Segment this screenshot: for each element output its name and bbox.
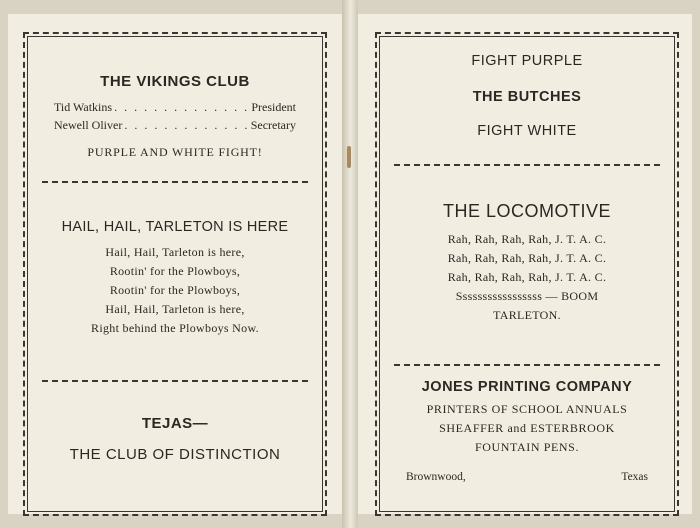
locomotive-title: THE LOCOMOTIVE — [442, 201, 611, 221]
officer-row — [54, 100, 296, 115]
cheer-line: FIGHT WHITE — [477, 123, 577, 139]
ad-line: FOUNTAIN PENS. — [474, 440, 580, 454]
tejas-title: TEJAS— — [141, 415, 209, 432]
locomotive-cheer — [380, 230, 674, 325]
left-page — [8, 14, 342, 514]
vikings-club-title: THE VIKINGS CLUB — [100, 73, 250, 90]
officer-role: Secretary — [250, 118, 296, 132]
ad-line: SHEAFFER and ESTERBROOK — [439, 421, 615, 435]
cheer-verse-line: Rah, Rah, Rah, Rah, J. T. A. C. — [447, 232, 607, 246]
vikings-motto: PURPLE AND WHITE FIGHT! — [87, 145, 263, 159]
section-divider — [42, 380, 308, 382]
song-line: Hail, Hail, Tarleton is here, — [105, 302, 245, 316]
cheer-verse-line: Rah, Rah, Rah, Rah, J. T. A. C. — [447, 251, 607, 265]
company-name: JONES PRINTING COMPANY — [421, 379, 633, 395]
ad-line: PRINTERS OF SCHOOL ANNUALS — [426, 402, 628, 416]
book-fold — [342, 0, 358, 528]
ad-city: Brownwood, — [406, 471, 466, 483]
officer-row — [54, 118, 296, 133]
vikings-club-section — [28, 73, 322, 160]
cheer-line: FIGHT PURPLE — [471, 53, 583, 69]
right-page — [358, 14, 692, 514]
officer-name: Tid Watkins — [54, 100, 113, 114]
right-page-border — [379, 36, 675, 512]
leader-dots — [124, 118, 248, 133]
cheer-verse-line: TARLETON. — [493, 308, 561, 322]
song-line: Hail, Hail, Tarleton is here, — [105, 245, 245, 259]
cheer-verse-line: Rah, Rah, Rah, Rah, J. T. A. C. — [447, 270, 607, 284]
cheer-team-name: THE BUTCHES — [472, 89, 582, 105]
song-line: Rootin' for the Plowboys, — [109, 283, 241, 297]
cheer-verse-line: Sssssssssssssssss — BOOM — [455, 289, 599, 303]
ad-body — [380, 400, 674, 457]
song-title: HAIL, HAIL, TARLETON IS HERE — [61, 219, 289, 235]
officer-name: Newell Oliver — [54, 118, 123, 132]
section-divider — [394, 164, 660, 166]
ad-state: Texas — [621, 471, 648, 483]
officer-list — [28, 100, 322, 133]
tejas-section — [28, 415, 322, 463]
locomotive-section — [380, 201, 674, 325]
leader-dots — [114, 100, 249, 115]
song-lyrics — [28, 243, 322, 338]
song-section — [28, 219, 322, 338]
section-divider — [394, 364, 660, 366]
section-divider — [42, 181, 308, 183]
printing-ad-section — [380, 379, 674, 483]
ad-location — [406, 471, 648, 483]
staple — [347, 146, 351, 168]
song-line: Right behind the Plowboys Now. — [91, 321, 259, 335]
left-page-border — [27, 36, 323, 512]
song-line: Rootin' for the Plowboys, — [109, 264, 241, 278]
tejas-subtitle: THE CLUB OF DISTINCTION — [69, 446, 281, 463]
cheer-section — [380, 53, 674, 139]
officer-role: President — [251, 100, 296, 114]
